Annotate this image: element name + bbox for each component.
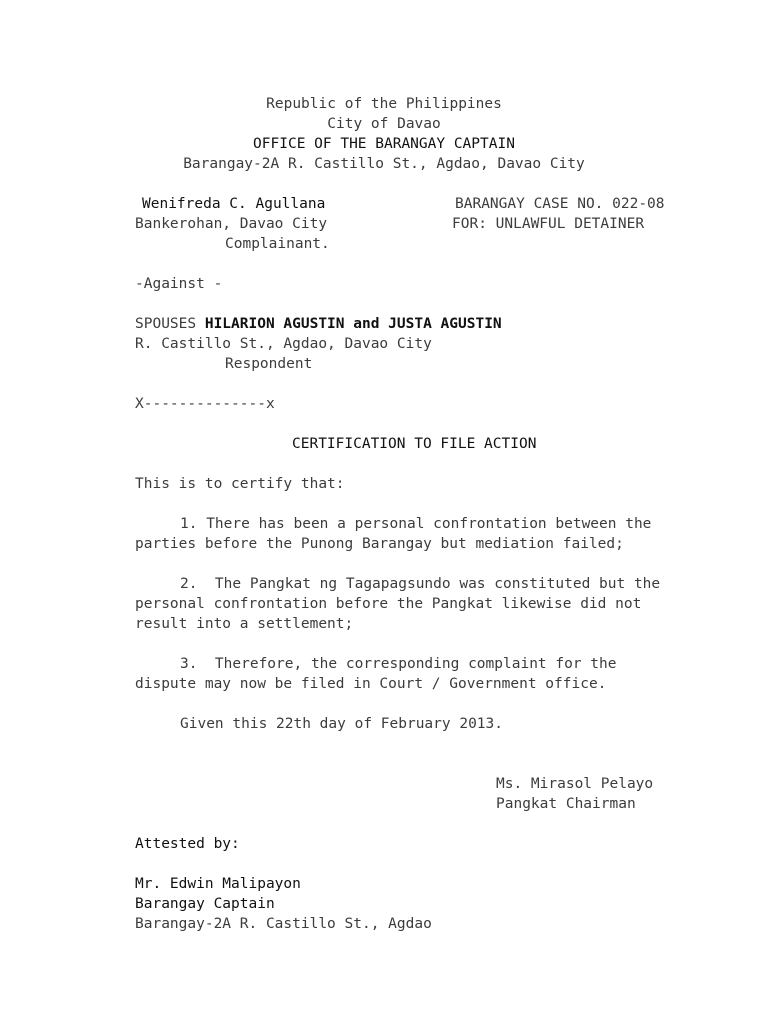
attested-title: Barangay Captain — [135, 896, 275, 912]
respondent-line — [135, 314, 502, 334]
respondent-role: Respondent — [225, 356, 313, 372]
item-2-line-3: result into a settlement; — [135, 616, 354, 632]
item-1-line-2: parties before the Punong Barangay but mediation failed; — [135, 536, 624, 552]
attested-address: Barangay-2A R. Castillo St., Agdao — [135, 916, 432, 932]
case-separator: X--------------x — [135, 396, 275, 412]
signatory-title: Pangkat Chairman — [496, 796, 636, 812]
given-date: Given this 22th day of February 2013. — [180, 716, 504, 732]
signatory-name: Ms. Mirasol Pelayo — [496, 776, 654, 792]
item-1-line-1: 1. There has been a personal confrontation between the — [180, 516, 652, 532]
respondent-address: R. Castillo St., Agdao, Davao City — [135, 336, 432, 352]
document-title: CERTIFICATION TO FILE ACTION — [292, 436, 537, 452]
attested-label: Attested by: — [135, 836, 240, 852]
complainant-address: Bankerohan, Davao City — [135, 216, 328, 232]
item-2-line-1: 2. The Pangkat ng Tagapagsundo was constituted but the — [180, 576, 661, 592]
complainant-role: Complainant. — [225, 236, 330, 252]
header-address: Barangay-2A R. Castillo St., Agdao, Davao City — [183, 156, 585, 172]
respondent-names: HILARION AGUSTIN and JUSTA AGUSTIN — [204, 316, 502, 332]
header-city: City of Davao — [327, 116, 441, 132]
respondent-prefix: SPOUSES — [135, 316, 205, 332]
case-subject: FOR: UNLAWFUL DETAINER — [452, 216, 645, 232]
item-3-line-1: 3. Therefore, the corresponding complaint for the — [180, 656, 617, 672]
against-label: -Against - — [135, 276, 223, 292]
item-2-line-2: personal confrontation before the Pangkat likewise did not — [135, 596, 642, 612]
complainant-name: Wenifreda C. Agullana — [142, 196, 326, 212]
case-number: BARANGAY CASE NO. 022-08 — [455, 196, 665, 212]
item-3-line-2: dispute may now be filed in Court / Government office. — [135, 676, 607, 692]
attested-name: Mr. Edwin Malipayon — [135, 876, 301, 892]
header-office: OFFICE OF THE BARANGAY CAPTAIN — [253, 136, 515, 152]
header-republic: Republic of the Philippines — [266, 96, 502, 112]
intro-text: This is to certify that: — [135, 476, 345, 492]
